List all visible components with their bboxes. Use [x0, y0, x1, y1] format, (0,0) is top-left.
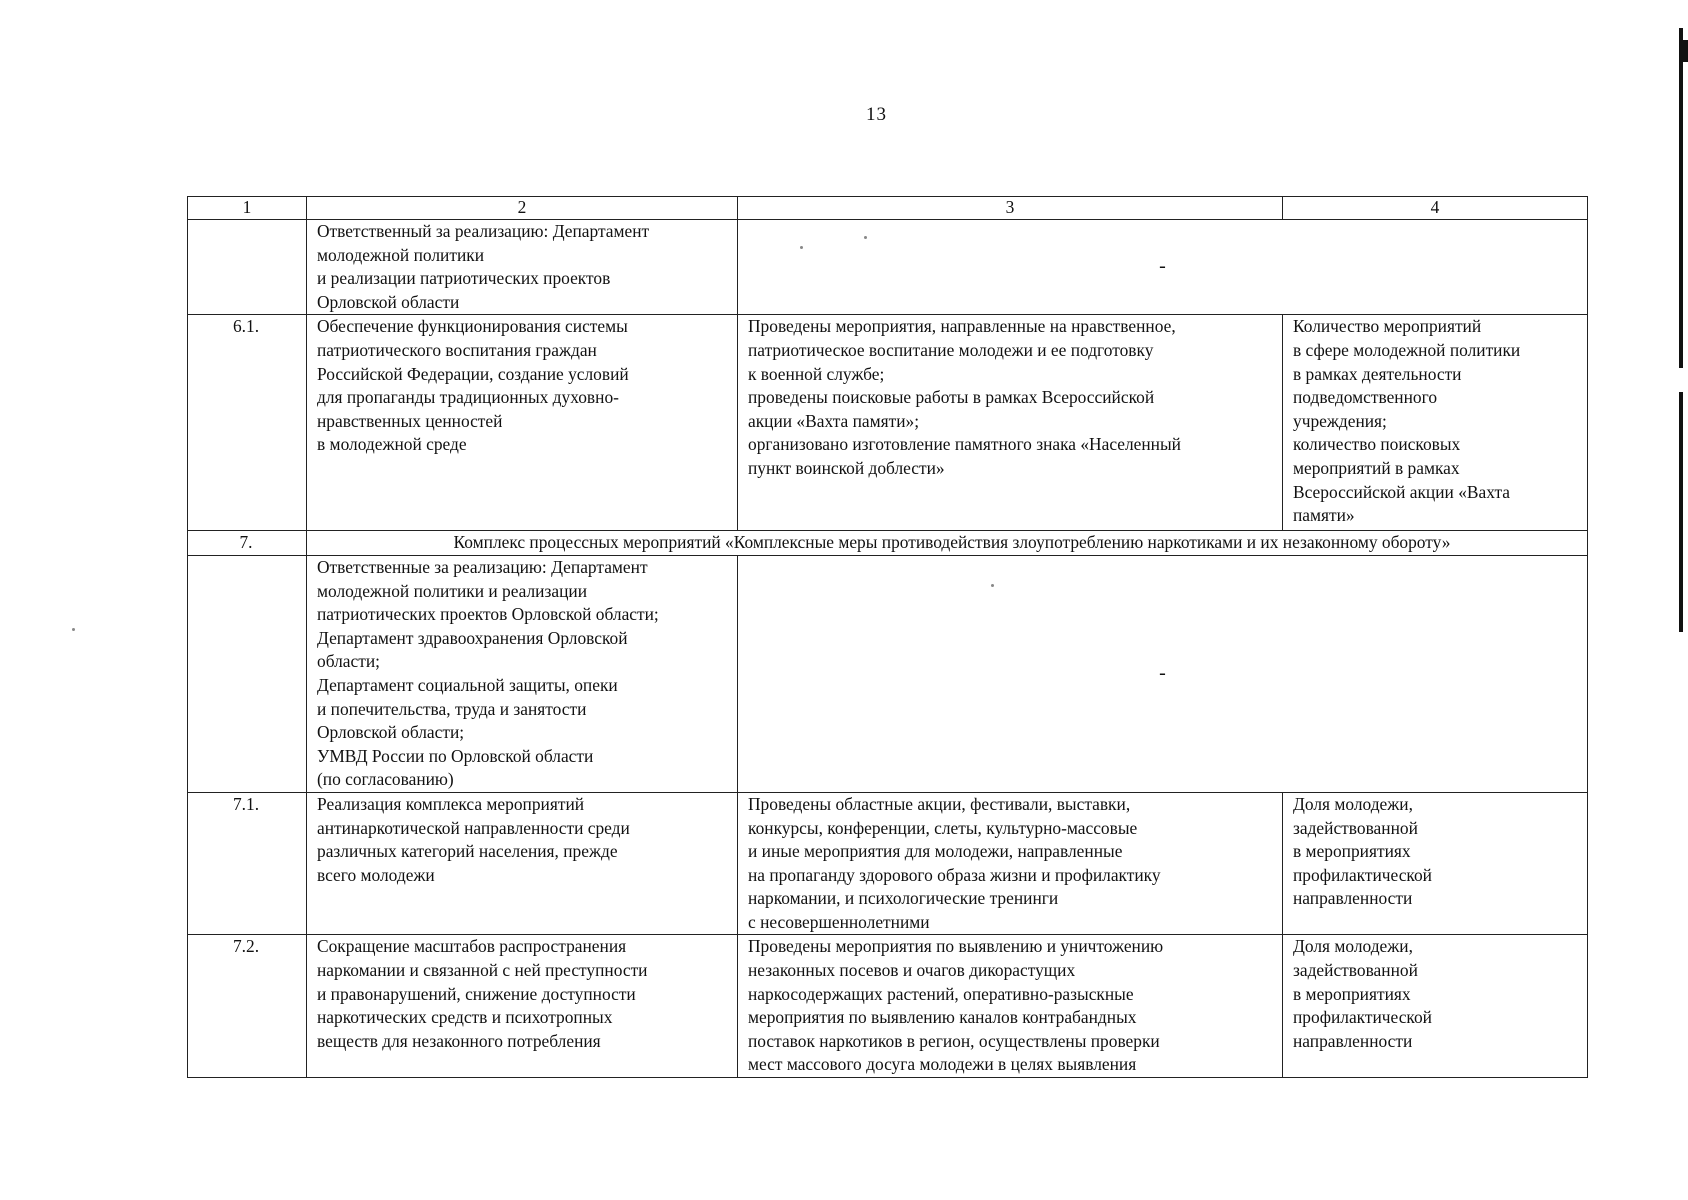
- text-line: патриотического воспитания граждан: [317, 339, 597, 360]
- text-line: Реализация комплекса мероприятий: [317, 793, 585, 814]
- text-line: в молодежной среде: [317, 434, 467, 455]
- text-line: Российской Федерации, создание условий: [317, 363, 629, 384]
- text-line: Ответственные за реализацию: Департамент: [317, 556, 648, 577]
- text-line: нравственных ценностей: [317, 410, 503, 431]
- text-line: задействованной: [1293, 960, 1418, 981]
- text-line: молодежной политики: [317, 244, 485, 265]
- text-line: в мероприятиях: [1293, 983, 1411, 1004]
- dash-cell: -: [738, 220, 1588, 315]
- text-line: и правонарушений, снижение доступности: [317, 983, 636, 1004]
- text-line: в мероприятиях: [1293, 841, 1411, 862]
- text-line: молодежной политики и реализации: [317, 580, 587, 601]
- scan-speck: [991, 584, 994, 587]
- row-number: 6.1.: [188, 315, 307, 531]
- scan-speck: [72, 628, 75, 631]
- text-line: Департамент социальной защиты, опеки: [317, 674, 618, 695]
- text-line: незаконных посевов и очагов дикорастущих: [748, 960, 1076, 981]
- text-line: Количество мероприятий: [1293, 316, 1482, 337]
- text-line: учреждения;: [1293, 410, 1387, 431]
- text-line: наркомании и связанной с ней преступности: [317, 960, 648, 981]
- text-line: задействованной: [1293, 817, 1418, 838]
- table-row: [188, 792, 1588, 935]
- text-line: конкурсы, конференции, слеты, культурно-массовые: [748, 817, 1138, 838]
- task-cell: [307, 315, 738, 531]
- header-cell: 4: [1283, 197, 1588, 220]
- text-line: для пропаганды традиционных духовно-: [317, 387, 619, 408]
- table-row: [188, 315, 1588, 531]
- text-line: направленности: [1293, 888, 1413, 909]
- scan-speck: [864, 236, 867, 239]
- task-cell: [307, 935, 738, 1078]
- task-cell: [307, 792, 738, 935]
- table-row: [188, 555, 1588, 792]
- text-line: и попечительства, труда и занятости: [317, 698, 587, 719]
- text-line: количество поисковых: [1293, 434, 1461, 455]
- page-number: 13: [866, 104, 887, 125]
- row-number: 7.2.: [188, 935, 307, 1078]
- row-number: [188, 555, 307, 792]
- text-line: акции «Вахта памяти»;: [748, 410, 920, 431]
- text-line: (по согласованию): [317, 769, 454, 790]
- text-line: подведомственного: [1293, 387, 1438, 408]
- result-cell: [738, 315, 1283, 531]
- text-line: наркосодержащих растений, оперативно-разыскные: [748, 983, 1134, 1004]
- text-line: профилактической: [1293, 864, 1432, 885]
- indicator-cell: [1283, 792, 1588, 935]
- text-line: на пропаганду здорового образа жизни и профилактику: [748, 864, 1161, 885]
- text-line: Доля молодежи,: [1293, 936, 1413, 957]
- text-line: и реализации патриотических проектов: [317, 268, 611, 289]
- text-line: памяти»: [1293, 505, 1355, 526]
- text-line: направленности: [1293, 1030, 1413, 1051]
- text-line: поставок наркотиков в регион, осуществлены проверки: [748, 1030, 1160, 1051]
- text-line: и иные мероприятия для молодежи, направленные: [748, 841, 1123, 862]
- text-line: Департамент здравоохранения Орловской: [317, 627, 628, 648]
- measures-table: [187, 196, 1588, 1078]
- header-cell: 1: [188, 197, 307, 220]
- responsible-cell: [307, 555, 738, 792]
- text-line: веществ для незаконного потребления: [317, 1030, 601, 1051]
- text-line: организовано изготовление памятного знака «Населенный: [748, 434, 1181, 455]
- text-line: мероприятий в рамках: [1293, 457, 1460, 478]
- text-line: патриотических проектов Орловской области;: [317, 604, 659, 625]
- text-line: с несовершеннолетними: [748, 911, 930, 932]
- text-line: Ответственный за реализацию: Департамент: [317, 221, 650, 241]
- table-row: [188, 935, 1588, 1078]
- text-line: всего молодежи: [317, 864, 435, 885]
- scan-edge-mark: [1679, 392, 1683, 632]
- indicator-cell: [1283, 935, 1588, 1078]
- text-line: Проведены мероприятия, направленные на нравственное,: [748, 316, 1176, 337]
- text-line: в рамках деятельности: [1293, 363, 1462, 384]
- result-cell: [738, 935, 1283, 1078]
- section-title: Комплекс процессных мероприятий «Комплексные меры противодействия злоупотреблению наркотиками и их незаконному обороту»: [307, 531, 1588, 556]
- text-line: проведены поисковые работы в рамках Всероссийской: [748, 387, 1155, 408]
- text-line: Сокращение масштабов распространения: [317, 936, 627, 957]
- text-line: Проведены областные акции, фестивали, выставки,: [748, 793, 1131, 814]
- scan-edge-mark: [1681, 40, 1688, 62]
- text-line: мест массового досуга молодежи в целях выявления: [748, 1054, 1137, 1075]
- text-line: наркотических средств и психотропных: [317, 1007, 613, 1028]
- row-number: 7.1.: [188, 792, 307, 935]
- row-number: 7.: [188, 531, 307, 556]
- text-line: в сфере молодежной политики: [1293, 339, 1521, 360]
- table-header-row: [188, 197, 1588, 220]
- scan-edge-mark: [1679, 28, 1683, 368]
- header-cell: 3: [738, 197, 1283, 220]
- text-line: к военной службе;: [748, 363, 885, 384]
- row-number: [188, 220, 307, 315]
- text-line: профилактической: [1293, 1007, 1432, 1028]
- text-line: Обеспечение функционирования системы: [317, 316, 628, 337]
- scan-speck: [800, 246, 803, 249]
- header-cell: 2: [307, 197, 738, 220]
- text-line: Доля молодежи,: [1293, 793, 1413, 814]
- text-line: Орловской области;: [317, 722, 465, 743]
- text-line: пункт воинской доблести»: [748, 457, 945, 478]
- text-line: мероприятия по выявлению каналов контрабандных: [748, 1007, 1137, 1028]
- result-cell: [738, 792, 1283, 935]
- text-line: Проведены мероприятия по выявлению и уничтожению: [748, 936, 1164, 957]
- dash-cell: -: [738, 555, 1588, 792]
- text-line: наркомании, и психологические тренинги: [748, 888, 1059, 909]
- text-line: Орловской области: [317, 291, 460, 312]
- text-line: Всероссийской акции «Вахта: [1293, 481, 1511, 502]
- text-line: УМВД России по Орловской области: [317, 745, 594, 766]
- text-line: области;: [317, 651, 380, 672]
- section-row: [188, 531, 1588, 556]
- text-line: патриотическое воспитание молодежи и ее подготовку: [748, 339, 1154, 360]
- indicator-cell: [1283, 315, 1588, 531]
- table-row: [188, 220, 1588, 315]
- text-line: антинаркотической направленности среди: [317, 817, 630, 838]
- text-line: различных категорий населения, прежде: [317, 841, 618, 862]
- responsible-cell: [307, 220, 738, 315]
